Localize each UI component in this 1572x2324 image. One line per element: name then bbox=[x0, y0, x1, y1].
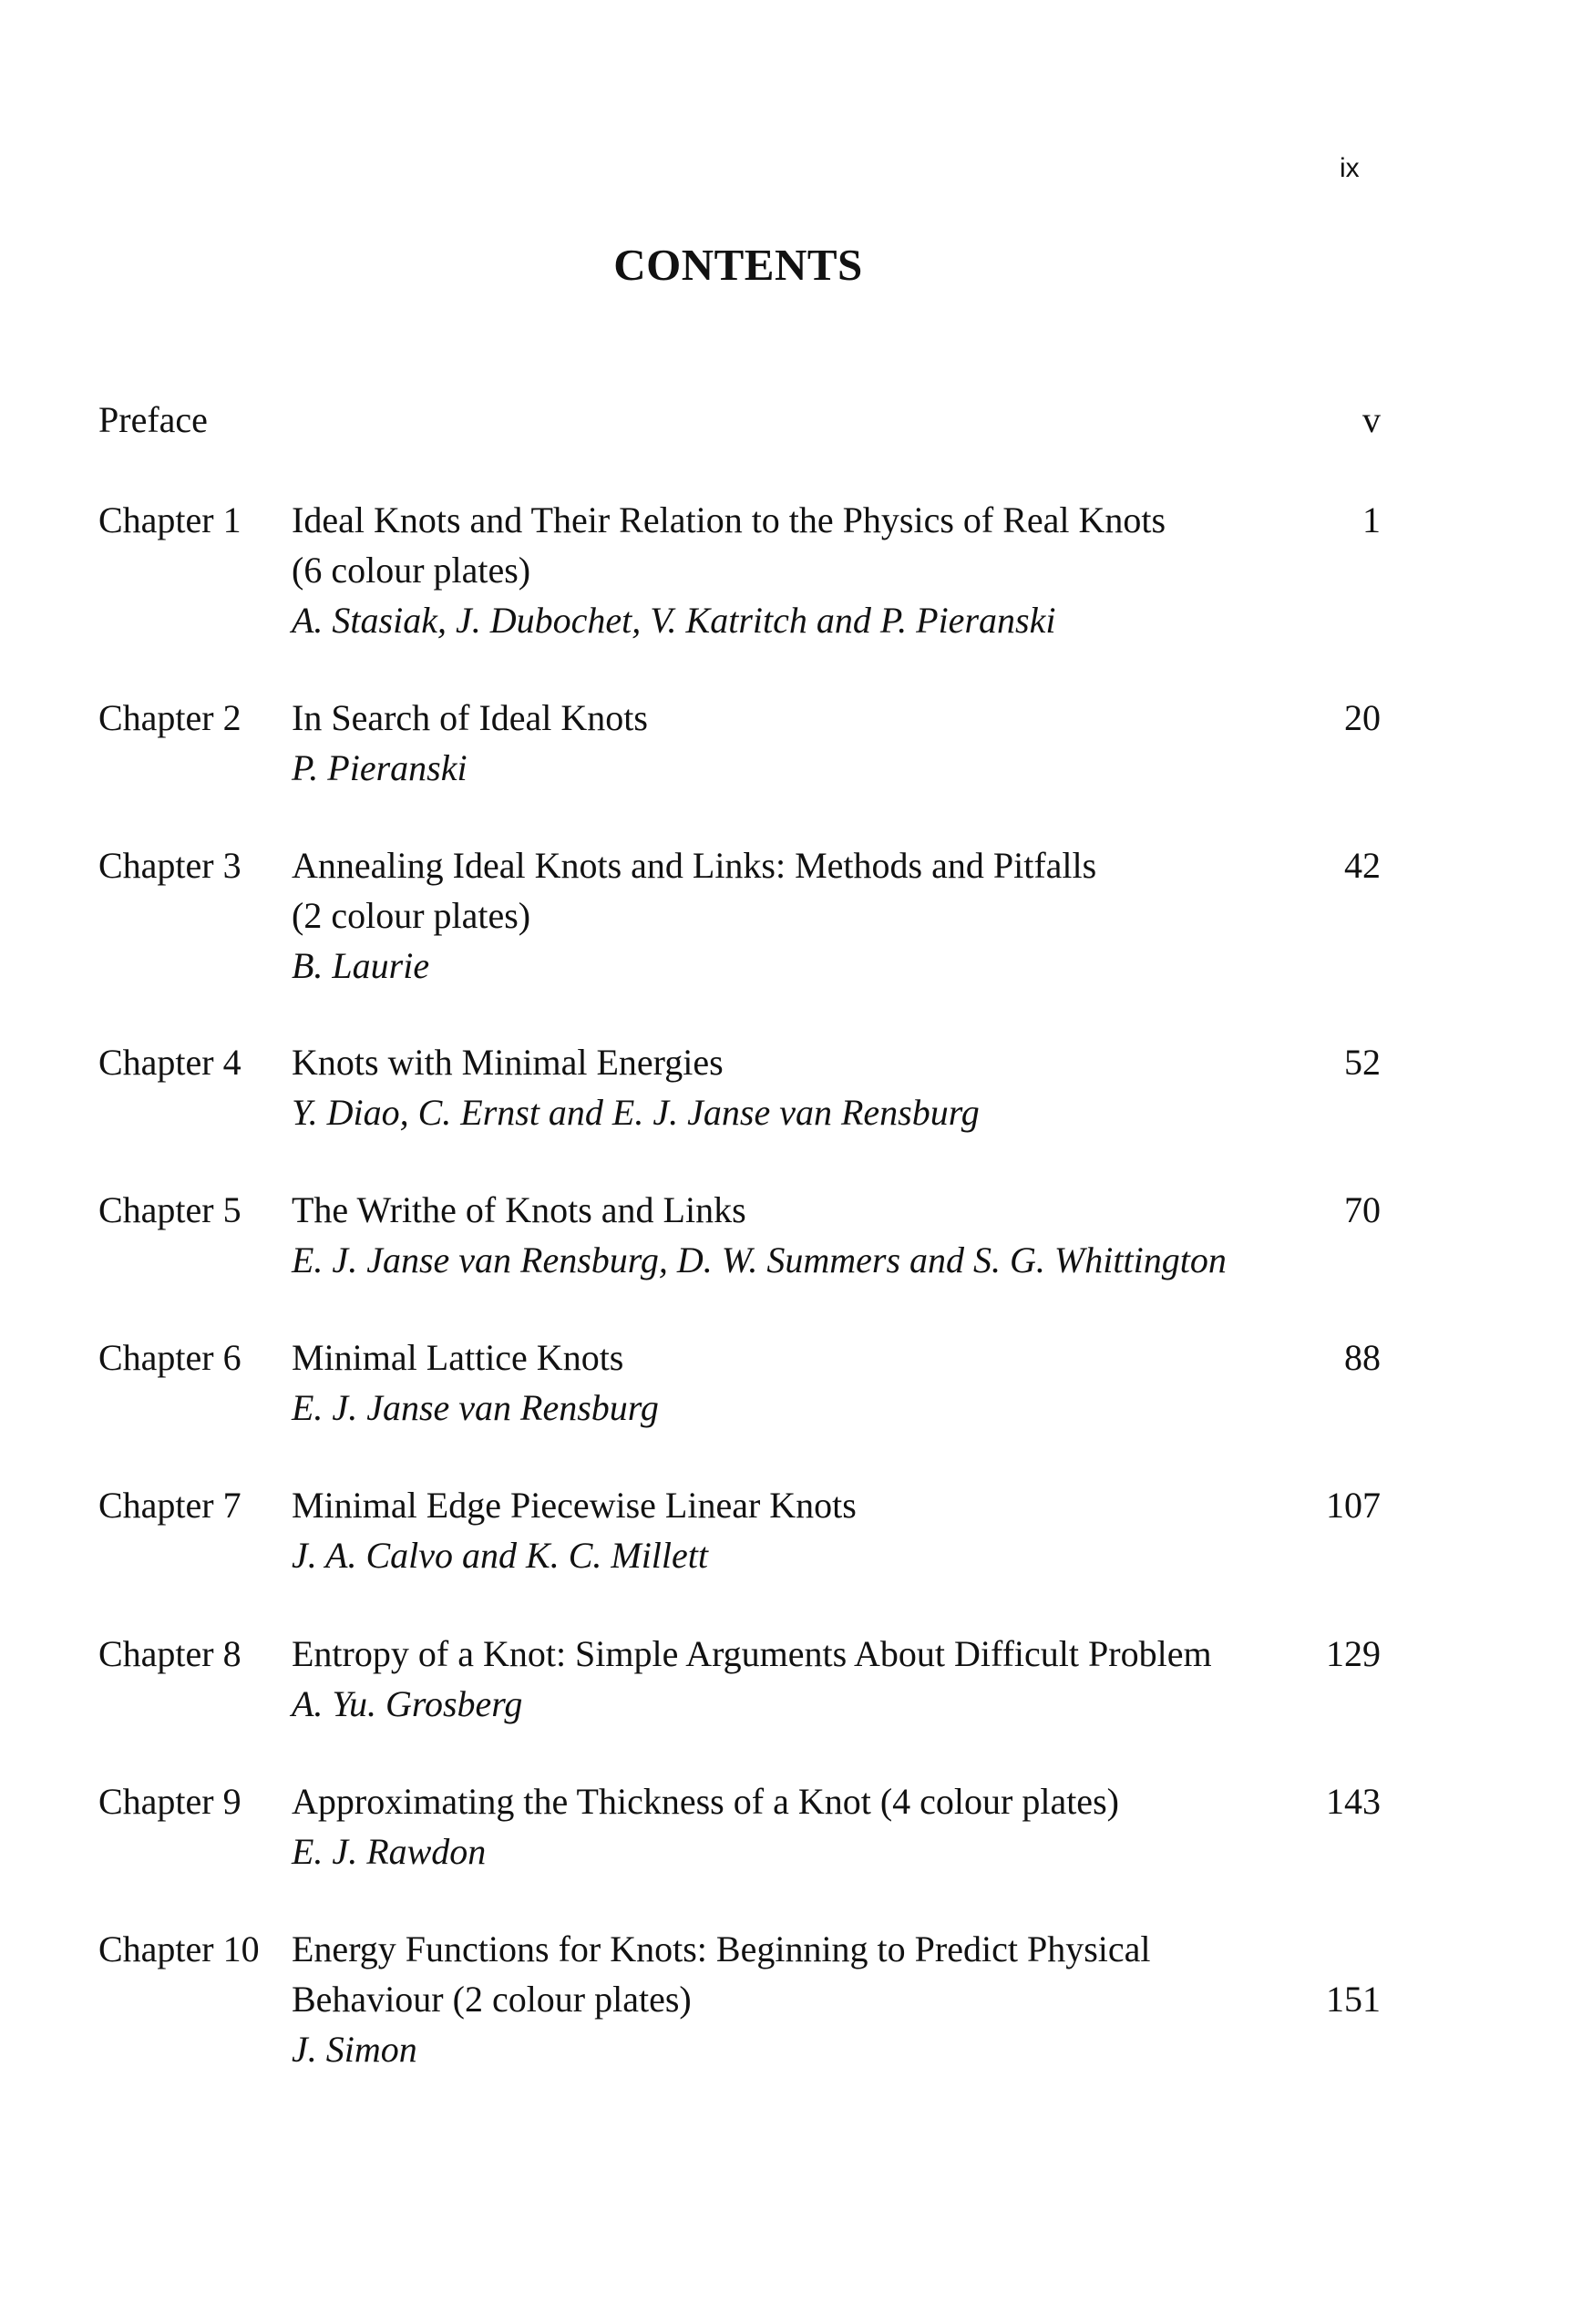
entry-title-line: Behaviour (2 colour plates) bbox=[292, 1979, 692, 2020]
entry-label: Chapter 10 bbox=[98, 1928, 260, 1969]
entry-title-line: Minimal Lattice Knots bbox=[292, 1337, 624, 1378]
entry-page: 129 bbox=[1326, 1633, 1381, 1674]
entry-title-line: Approximating the Thickness of a Knot (4 colour plates) bbox=[292, 1781, 1119, 1822]
entry-page: 70 bbox=[1344, 1189, 1381, 1230]
entry-label: Chapter 8 bbox=[98, 1633, 241, 1674]
entry-title-line: Minimal Edge Piecewise Linear Knots bbox=[292, 1485, 857, 1526]
entry-page: v bbox=[1362, 399, 1381, 440]
entry-title-line: Ideal Knots and Their Relation to the Physics of Real Knots bbox=[292, 499, 1166, 540]
entry-page: 42 bbox=[1344, 845, 1381, 886]
entry-label: Chapter 9 bbox=[98, 1781, 241, 1822]
entry-authors: Y. Diao, C. Ernst and E. J. Janse van Rensburg bbox=[292, 1092, 980, 1133]
entry-authors: E. J. Janse van Rensburg, D. W. Summers and S. G. Whittington bbox=[292, 1239, 1227, 1280]
entry-label: Chapter 6 bbox=[98, 1337, 241, 1378]
entry-authors: B. Laurie bbox=[292, 945, 430, 986]
entry-page: 88 bbox=[1344, 1337, 1381, 1378]
entry-title-line: Entropy of a Knot: Simple Arguments About Difficult Problem bbox=[292, 1633, 1212, 1674]
entry-title-line: (2 colour plates) bbox=[292, 895, 531, 936]
entry-authors: E. J. Janse van Rensburg bbox=[292, 1387, 659, 1428]
entry-title-line: In Search of Ideal Knots bbox=[292, 697, 648, 738]
entry-page: 52 bbox=[1344, 1042, 1381, 1083]
entry-label: Preface bbox=[98, 399, 208, 440]
entry-authors: E. J. Rawdon bbox=[292, 1831, 487, 1872]
entry-title-line: Annealing Ideal Knots and Links: Methods and Pitfalls bbox=[292, 845, 1097, 886]
entry-label: Chapter 1 bbox=[98, 499, 241, 540]
entry-authors: J. Simon bbox=[292, 2029, 417, 2070]
page-title: CONTENTS bbox=[613, 240, 863, 290]
entry-page: 1 bbox=[1362, 499, 1381, 540]
entry-title-line: (6 colour plates) bbox=[292, 550, 531, 591]
page-number: ix bbox=[1340, 153, 1360, 183]
entry-label: Chapter 3 bbox=[98, 845, 241, 886]
entry-page: 20 bbox=[1344, 697, 1381, 738]
entry-label: Chapter 7 bbox=[98, 1485, 241, 1526]
entry-authors: J. A. Calvo and K. C. Millett bbox=[292, 1535, 709, 1576]
entry-page: 143 bbox=[1326, 1781, 1381, 1822]
entry-label: Chapter 5 bbox=[98, 1189, 241, 1230]
entry-page: 151 bbox=[1326, 1979, 1381, 2020]
entry-authors: A. Stasiak, J. Dubochet, V. Katritch and P. Pieranski bbox=[292, 600, 1056, 641]
entry-authors: A. Yu. Grosberg bbox=[292, 1683, 523, 1724]
entry-label: Chapter 2 bbox=[98, 697, 241, 738]
entry-title-line: The Writhe of Knots and Links bbox=[292, 1189, 746, 1230]
entry-page: 107 bbox=[1326, 1485, 1381, 1526]
entry-label: Chapter 4 bbox=[98, 1042, 241, 1083]
entry-title-line: Energy Functions for Knots: Beginning to Predict Physical bbox=[292, 1928, 1151, 1969]
entry-title-line: Knots with Minimal Energies bbox=[292, 1042, 724, 1083]
entry-authors: P. Pieranski bbox=[292, 747, 467, 788]
